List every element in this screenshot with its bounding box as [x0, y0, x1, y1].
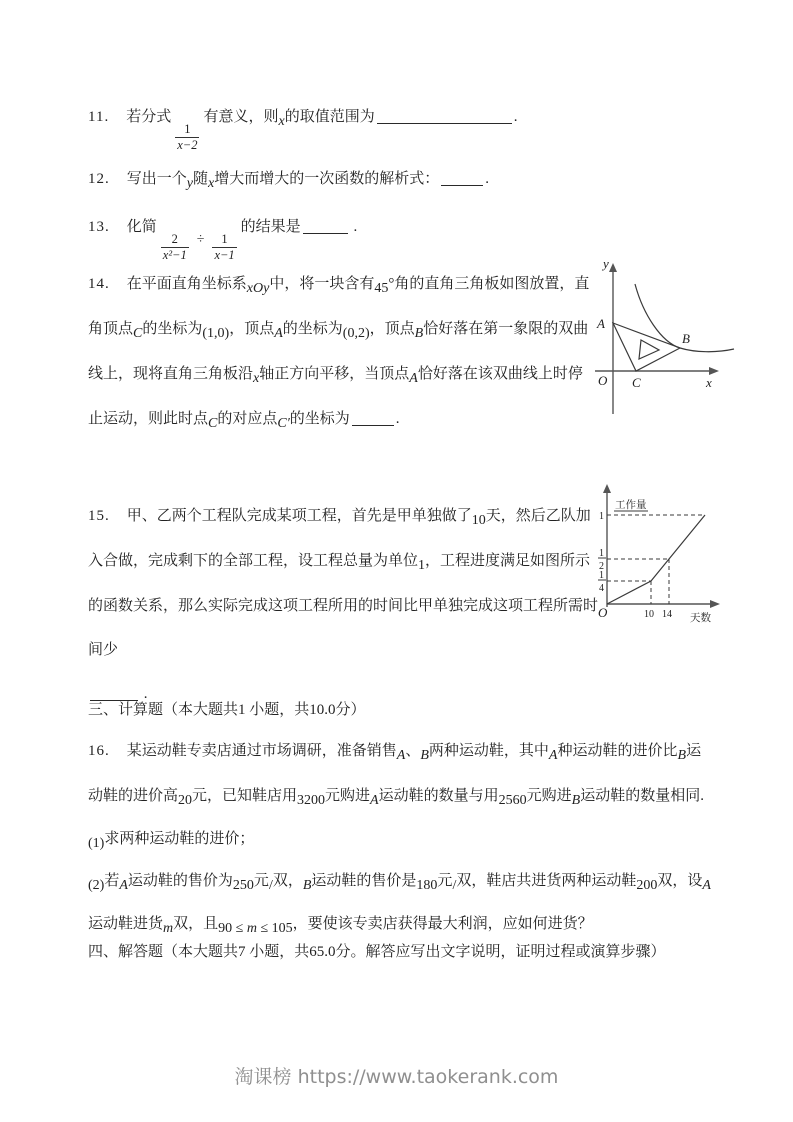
answer-blank: [441, 183, 483, 186]
question-number: 12.: [88, 171, 110, 187]
math-run: B: [414, 326, 424, 341]
question-number: 13.: [88, 219, 110, 235]
text-run: .: [140, 686, 148, 702]
math-num-run: (1): [88, 836, 105, 851]
text-run: °角的直角三角板如图放置，直角顶点: [88, 276, 590, 337]
question-16-part-2-text: [88, 873, 711, 936]
y-tick-1: 1: [599, 511, 604, 522]
math-run: B: [571, 793, 581, 808]
math-run: A: [409, 371, 418, 386]
math-num-run: /: [452, 878, 457, 893]
section-4-title: 四、解答题（本大题共7 小题，共65.0分。解答应写出文字说明，证明过程或演算步骤）: [88, 944, 666, 960]
math-run: x: [278, 114, 285, 129]
text-run: 随: [192, 171, 208, 187]
question-11-text: [88, 109, 518, 152]
math-run: C′: [277, 416, 290, 431]
text-run: 元购进: [526, 788, 572, 804]
inline-fraction: [161, 232, 189, 263]
text-run: 运动鞋的数量与用: [378, 788, 499, 804]
question-12: [88, 168, 715, 191]
y-axis-arrow: [609, 263, 617, 272]
section-3-header: [88, 699, 715, 721]
inline-fraction: [212, 232, 236, 263]
math-run: C: [208, 416, 218, 431]
math-run: B: [420, 748, 429, 763]
y-tick-quarter-num: 1: [599, 570, 604, 581]
answer-blank: [303, 231, 348, 234]
math-num-run: 2560: [498, 793, 527, 808]
text-run: 增大而增大的一次函数的解析式：: [214, 171, 440, 187]
text-run: 有意义，则: [203, 109, 279, 125]
progress-chart-figure: [598, 480, 783, 626]
triangle: [613, 323, 680, 371]
text-run: 的坐标为: [282, 321, 343, 337]
math-num-run: 180: [416, 878, 438, 893]
y-axis-title: 工作量: [615, 500, 647, 511]
math-num-run: (1,0): [202, 326, 230, 341]
math-run: A: [396, 748, 406, 763]
text-run: 的对应点: [217, 411, 278, 427]
text-run: ，工程进度满足如图所示的函数关系，那么实际完成这项工程所用的时间比甲单独完成这项工程所需时间少: [88, 553, 599, 658]
x-axis-arrow: [709, 367, 719, 375]
math-num-run: 45: [374, 281, 389, 296]
math-run: A: [274, 326, 283, 341]
fraction-denominator: x−2: [177, 138, 198, 152]
fraction-denominator: x²−1: [162, 248, 187, 262]
math-run: A: [548, 748, 558, 763]
math-num-run: 10: [471, 513, 486, 528]
x-tick-10: 10: [644, 609, 654, 620]
math-num-run: 20: [178, 793, 193, 808]
math-run: x: [253, 371, 260, 386]
x-axis-label: x: [706, 375, 712, 390]
question-16-part-2: [88, 860, 715, 946]
text-run: ，顶点: [229, 321, 275, 337]
text-run: 元购进: [325, 788, 371, 804]
math-num-run: 200: [636, 878, 658, 893]
text-run: 中，将一块含有: [269, 276, 375, 292]
answer-blank: [352, 423, 394, 426]
text-run: 化简: [126, 219, 157, 235]
math-run: B: [677, 748, 687, 763]
y-axis-label: y: [603, 256, 609, 271]
math-operator: ÷: [196, 232, 205, 247]
y-tick-half-num: 1: [599, 548, 604, 559]
math-run: y: [186, 176, 193, 191]
text-run: 运动鞋进货: [88, 916, 164, 932]
question-number: 15.: [88, 508, 110, 524]
text-run: .: [485, 171, 489, 187]
text-run: ，顶点: [369, 321, 415, 337]
math-run: m: [163, 921, 174, 936]
text-run: 若: [104, 873, 120, 889]
math-run: B: [302, 878, 312, 893]
text-run: ，要使该专卖店获得最大利润，应如何进货？: [292, 916, 593, 932]
footer-text: 淘课榜 https://www.taokerank.com: [234, 1066, 559, 1088]
text-run: 恰好落在第一象限的双曲线上，现将直角三角板沿: [88, 321, 589, 382]
text-run: 双，鞋店共进货两种运动鞋: [456, 873, 637, 889]
y-tick-quarter-den: 4: [599, 583, 604, 594]
math-run: A: [370, 793, 379, 808]
question-15-figure: [598, 480, 738, 624]
point-c-label: C: [632, 375, 641, 390]
fraction-numerator: 1: [175, 122, 199, 138]
section-3-title: 三、计算题（本大题共1 小题，共10.0分）: [88, 702, 366, 718]
question-12-text: [88, 171, 489, 191]
text-run: 元: [253, 873, 269, 889]
question-14: [88, 256, 751, 442]
question-15: [88, 494, 738, 716]
question-16-part-1: [88, 817, 715, 862]
question-number: 11.: [88, 109, 110, 125]
question-14-text: [88, 276, 590, 431]
text-run: 运动鞋的售价是: [311, 873, 417, 889]
answer-blank: [377, 121, 512, 124]
math-num-run: (0,2): [342, 326, 370, 341]
text-run: .: [349, 219, 358, 235]
question-16-part-1-text: [88, 831, 255, 851]
text-run: 两种运动鞋，其中: [428, 743, 549, 759]
text-run: 甲、乙两个工程队完成某项工程，首先是甲单独做了: [126, 508, 472, 524]
question-16: [88, 729, 715, 819]
text-run: 运动鞋的进价高: [88, 743, 702, 804]
text-run: 求两种运动鞋的进价；: [104, 831, 255, 847]
question-11: [88, 94, 715, 152]
math-num-run: /: [268, 878, 273, 893]
text-run: 双，设: [657, 873, 703, 889]
text-run: 在平面直角坐标系: [126, 276, 247, 292]
math-run: xOy: [246, 281, 270, 296]
question-13: [88, 204, 715, 262]
text-run: 轴正方向平移，当顶点: [259, 366, 410, 382]
text-run: 的坐标为: [289, 411, 350, 427]
math-num-run: 1: [418, 558, 426, 573]
point-b-label: B: [682, 331, 690, 346]
math-run: A: [119, 878, 128, 893]
x-tick-14: 14: [662, 609, 672, 620]
y-tick-half-den: 2: [599, 561, 604, 572]
inline-fraction: [175, 122, 199, 153]
math-num-run: 90 ≤: [218, 921, 247, 936]
math-num-run: ≤ 105: [256, 921, 293, 936]
text-run: 种运动鞋的进价比: [557, 743, 678, 759]
text-run: 运动鞋的数量相同.: [580, 788, 704, 804]
section-4-header: [88, 941, 715, 963]
question-16-text: [88, 743, 704, 808]
text-run: 元，已知鞋店用: [192, 788, 298, 804]
point-a-label: A: [597, 316, 605, 331]
fraction-numerator: 1: [212, 232, 236, 248]
text-run: 双，: [272, 873, 303, 889]
x-axis-title: 天数: [690, 613, 711, 624]
text-run: 若分式: [126, 109, 172, 125]
text-run: 、: [405, 743, 421, 759]
footer-watermark: [0, 1062, 793, 1089]
text-run: 的结果是: [240, 219, 301, 235]
math-run: m: [246, 921, 257, 936]
math-run: A: [702, 878, 711, 893]
text-run: 的取值范围为: [284, 109, 375, 125]
text-run: 恰好落在该双曲线上时停止运动，则此时点: [88, 366, 583, 427]
origin-label: O: [598, 373, 608, 388]
y-axis-arrow: [603, 484, 611, 493]
origin-label: O: [598, 605, 608, 620]
question-15-text: [88, 508, 598, 702]
fraction-numerator: 2: [161, 232, 189, 248]
text-run: 元: [437, 873, 453, 889]
text-run: .: [513, 109, 518, 125]
fraction-denominator: x−1: [214, 248, 235, 262]
text-run: 双，且: [173, 916, 219, 932]
math-num-run: (2): [88, 878, 105, 893]
question-number: 16.: [88, 743, 110, 759]
text-run: .: [395, 411, 400, 427]
x-axis-arrow: [710, 600, 720, 608]
math-num-run: 3200: [297, 793, 326, 808]
inner-triangle-mark: [639, 340, 659, 359]
coordinate-figure: [591, 256, 741, 422]
text-run: 的坐标为: [142, 321, 203, 337]
math-run: C: [133, 326, 143, 341]
text-run: 运动鞋的售价为: [127, 873, 233, 889]
math-num-run: 250: [232, 878, 254, 893]
text-run: 写出一个: [126, 171, 187, 187]
question-14-figure: [591, 256, 751, 426]
text-run: 天，然后乙队加入合做，完成剩下的全部工程，设工程总量为单位: [88, 508, 591, 569]
question-number: 14.: [88, 276, 110, 292]
question-13-text: [88, 219, 358, 262]
text-run: 某运动鞋专卖店通过市场调研，准备销售: [126, 743, 397, 759]
math-run: x: [208, 176, 215, 191]
